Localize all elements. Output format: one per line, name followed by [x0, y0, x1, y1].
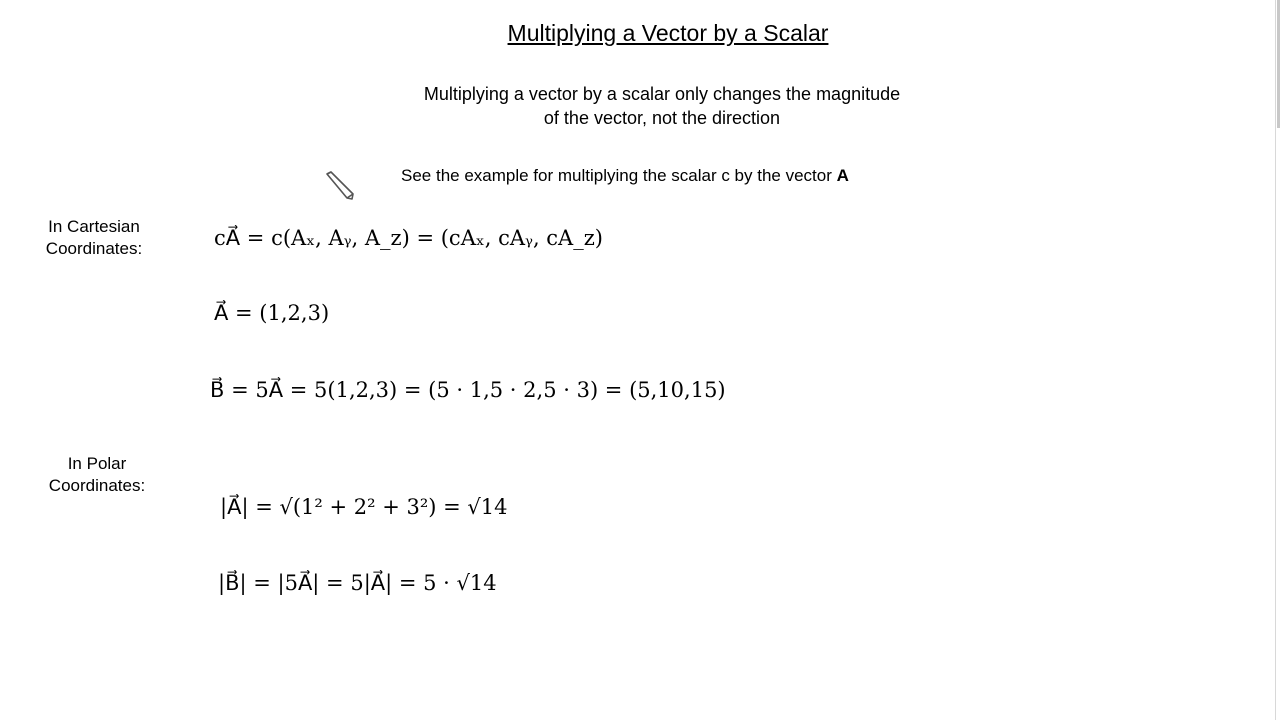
page-title: Multiplying a Vector by a Scalar — [507, 20, 829, 46]
equation-magnitude-b: |B⃗| = |5A⃗| = 5|A⃗| = 5 · √14 — [218, 571, 497, 595]
polar-label-line-1: In Polar — [67, 454, 127, 473]
polar-label — [36, 453, 158, 497]
intro-line-1: Multiplying a vector by a scalar only changes the magnitude — [423, 84, 901, 104]
equation-vector-a: A⃗ = (1,2,3) — [214, 301, 330, 325]
pen-icon — [322, 168, 358, 204]
example-note-vector: A — [836, 166, 849, 185]
intro-line-2: of the vector, not the direction — [543, 108, 781, 128]
cartesian-label — [36, 216, 152, 260]
equation-vector-b: B⃗ = 5A⃗ = 5(1,2,3) = (5 · 1,5 · 2,5 · 3) = (5,10,15) — [210, 378, 726, 402]
example-note — [401, 166, 849, 186]
intro-text — [402, 82, 922, 130]
polar-label-line-2: Coordinates: — [48, 476, 146, 495]
cartesian-label-line-1: In Cartesian — [48, 217, 140, 236]
cartesian-label-line-2: Coordinates: — [45, 239, 143, 258]
equation-magnitude-a: |A⃗| = √(1² + 2² + 3²) = √14 — [220, 495, 508, 519]
example-note-text: See the example for multiplying the scalar c by the vector — [401, 166, 837, 185]
equation-cartesian-general: cA⃗ = c(Aₓ, Aᵧ, A_z) = (cAₓ, cAᵧ, cA_z) — [214, 226, 603, 250]
